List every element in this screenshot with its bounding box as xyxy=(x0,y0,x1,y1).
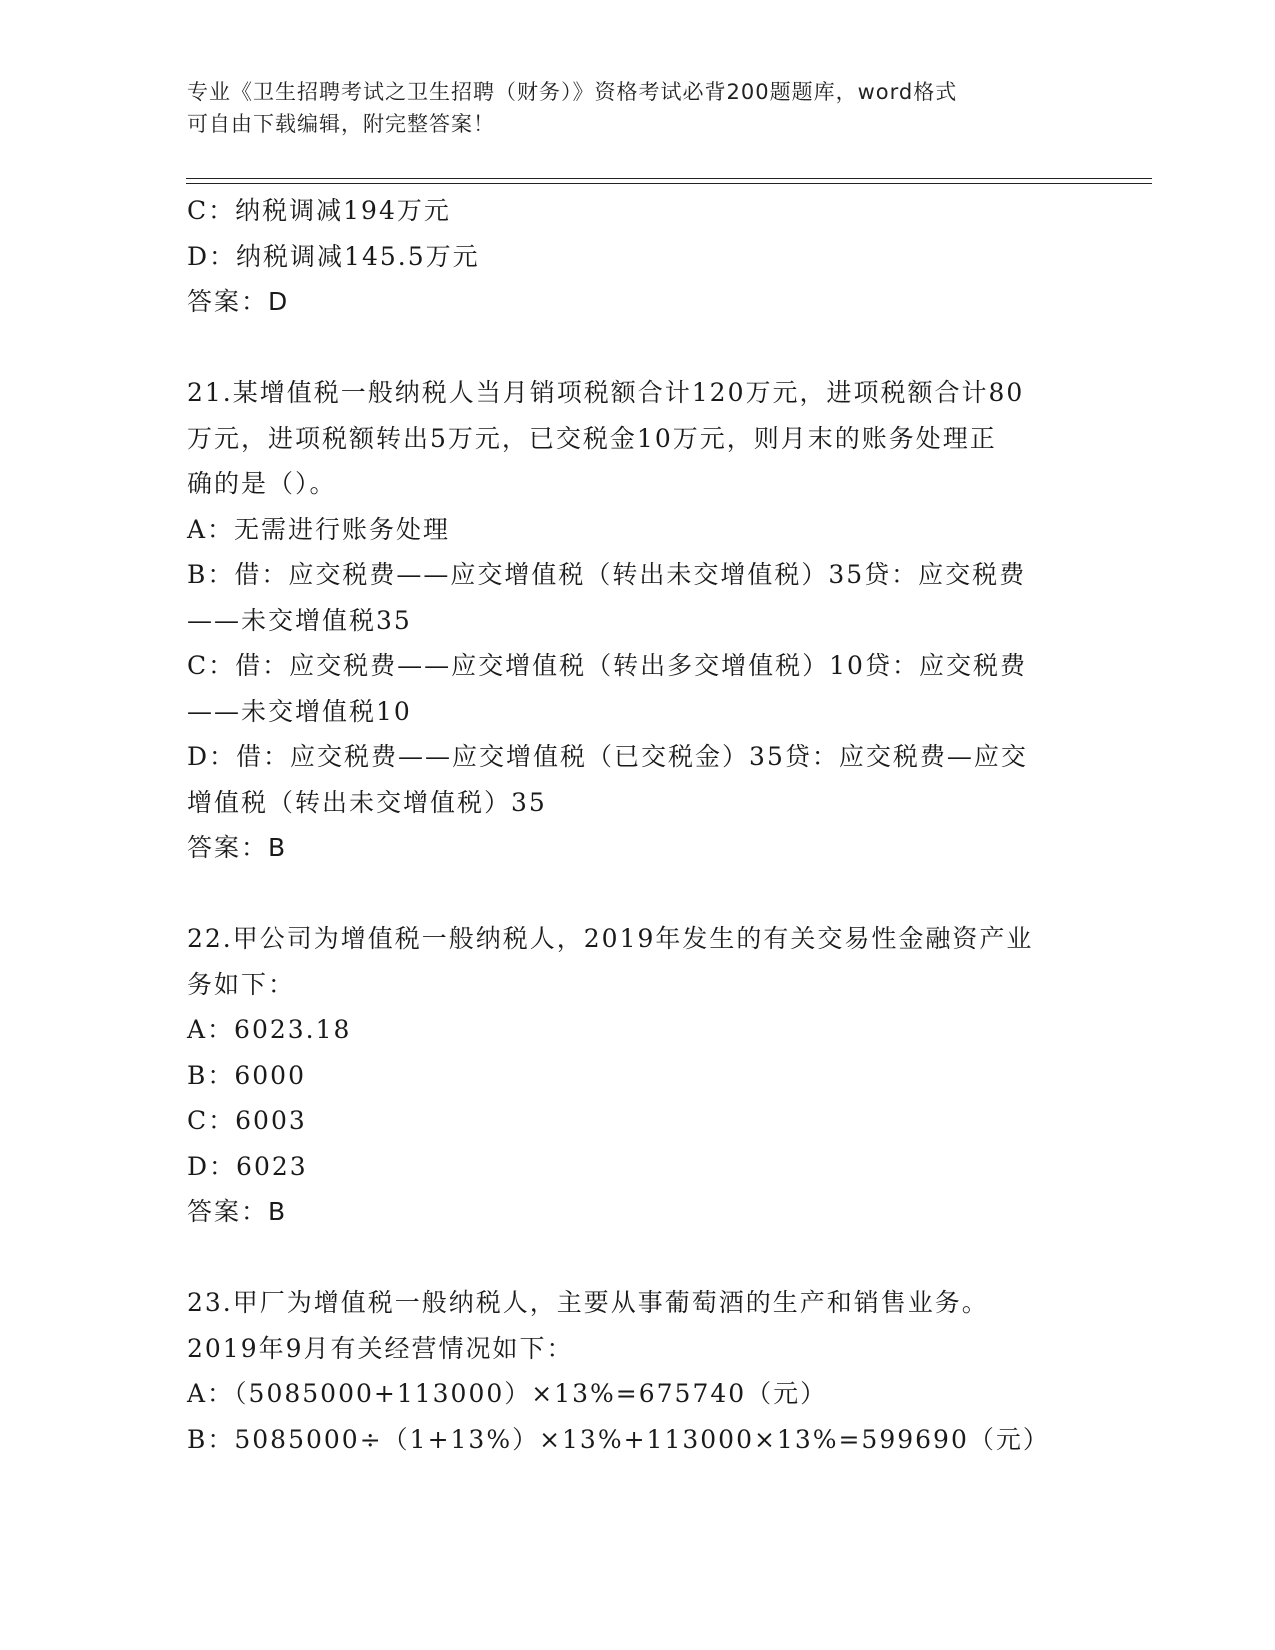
question-21 xyxy=(187,370,1087,871)
header-title-line-2: 可自由下载编辑，附完整答案！ xyxy=(187,112,495,136)
option-c: C：6003 xyxy=(187,1106,307,1135)
option-a: A：6023.18 xyxy=(187,1015,352,1044)
option-b: B：6000 xyxy=(187,1060,306,1090)
question-20-tail xyxy=(187,188,1087,325)
document-body xyxy=(187,188,1087,1462)
question-stem: 2019年9月有关经营情况如下： xyxy=(187,1333,574,1363)
spacer xyxy=(187,1235,1087,1281)
option-d: D：借：应交税费——应交增值税（已交税金）35贷：应交税费—应交 xyxy=(187,742,1028,771)
answer-line: 答案：B xyxy=(187,833,288,862)
answer-line: 答案：D xyxy=(187,287,290,316)
option-b: B：借：应交税费——应交增值税（转出未交增值税）35贷：应交税费 xyxy=(187,560,1027,589)
option-d: D：纳税调减145.5万元 xyxy=(187,241,480,271)
option-d: D：6023 xyxy=(187,1151,308,1181)
question-stem: 22.甲公司为增值税一般纳税人，2019年发生的有关交易性金融资产业 xyxy=(187,924,1034,953)
option-d-continued: 增值税（转出未交增值税）35 xyxy=(187,787,547,817)
question-stem: 务如下： xyxy=(187,969,296,999)
header-rule-bottom xyxy=(186,183,1152,184)
option-a: A：（5085000+113000）×13%=675740（元） xyxy=(187,1379,828,1408)
option-c-continued: ——未交增值税10 xyxy=(187,696,412,726)
spacer xyxy=(187,325,1087,371)
option-c: C：借：应交税费——应交增值税（转出多交增值税）10贷：应交税费 xyxy=(187,651,1027,680)
option-c: C：纳税调减194万元 xyxy=(187,196,451,225)
option-b: B：5085000÷（1+13%）×13%+113000×13%=599690（元） xyxy=(187,1424,1050,1454)
question-22 xyxy=(187,916,1087,1235)
question-stem: 万元，进项税额转出5万元，已交税金10万元，则月末的账务处理正 xyxy=(187,423,997,453)
header-rule-top xyxy=(186,178,1152,179)
header-title-line-1: 专业《卫生招聘考试之卫生招聘（财务）》资格考试必背200题题库，word格式 xyxy=(187,80,958,104)
question-23 xyxy=(187,1280,1087,1462)
question-stem: 确的是（）。 xyxy=(187,469,337,498)
question-stem: 23.甲厂为增值税一般纳税人，主要从事葡萄酒的生产和销售业务。 xyxy=(187,1288,989,1317)
option-b-continued: ——未交增值税35 xyxy=(187,605,412,635)
spacer xyxy=(187,871,1087,917)
question-stem: 21.某增值税一般纳税人当月销项税额合计120万元，进项税额合计80 xyxy=(187,378,1025,407)
page-header xyxy=(187,76,1087,140)
option-a: A：无需进行账务处理 xyxy=(187,514,451,544)
answer-line: 答案：B xyxy=(187,1197,288,1226)
